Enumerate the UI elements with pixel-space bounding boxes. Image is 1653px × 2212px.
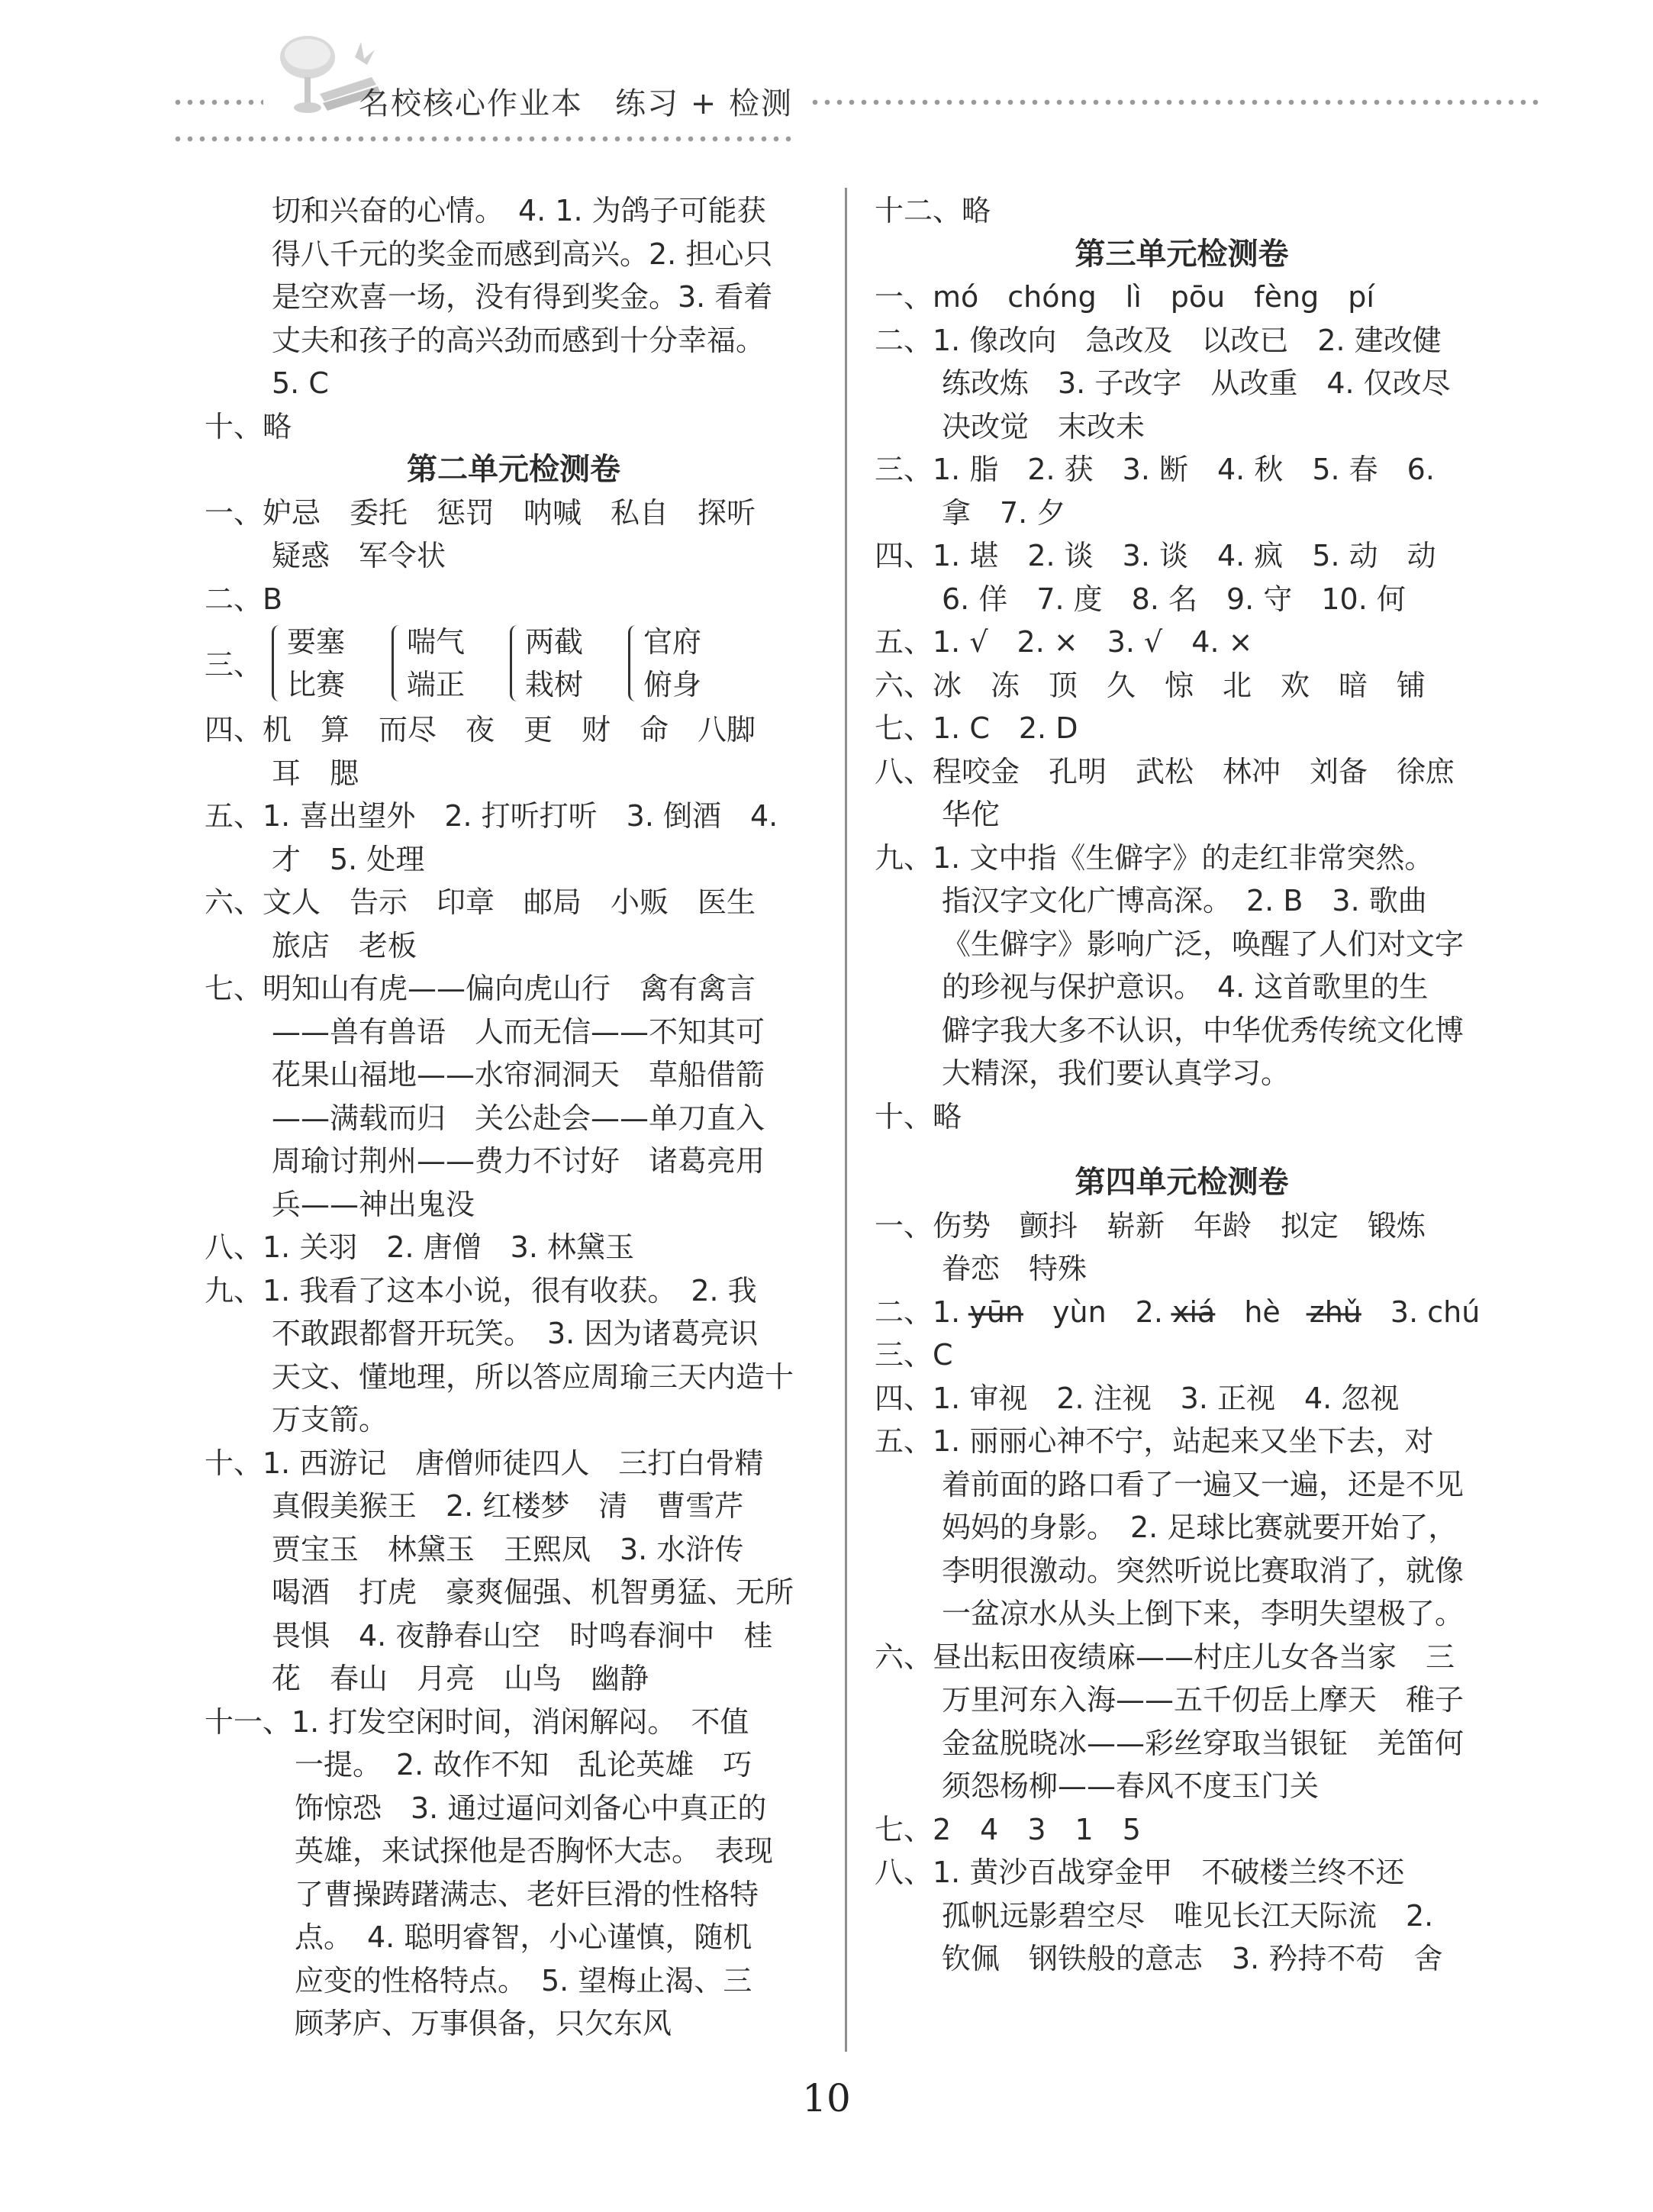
answer-line: 一提。 2. 故作不知 乱论英雄 巧 (295, 1748, 752, 1782)
answer-line: 的珍视与保护意识。 4. 这首歌里的生 (942, 970, 1429, 1004)
brace-icon (272, 625, 283, 701)
brace-icon (510, 625, 521, 701)
brace-item: 比赛 (287, 668, 346, 701)
answer-line: 一、伤势 颤抖 崭新 年龄 拟定 锻炼 (875, 1208, 1426, 1243)
answer-line: 五、1. 丽丽心神不宁，站起来又坐下去，对 (875, 1424, 1434, 1458)
answer-line: 八、1. 关羽 2. 唐僧 3. 林黛玉 (205, 1230, 635, 1264)
answer-line: 华佗 (942, 798, 1000, 831)
answer-line: 饰惊恐 3. 通过逼问刘备心中真正的 (295, 1791, 767, 1825)
answer-line: 周瑜讨荆州——费力不讨好 诸葛亮用 (272, 1144, 765, 1178)
answer-line: ——兽有兽语 人而无信——不知其可 (272, 1014, 765, 1049)
answer-line: 九、1. 我看了这本小说，很有收获。 2. 我 (205, 1273, 757, 1308)
answer-line: 七、明知山有虎——偏向虎山行 禽有禽言 (205, 972, 756, 1005)
answer-line: 六、昼出耘田夜绩麻——村庄儿女各当家 三 (875, 1640, 1455, 1674)
answer-line: 花果山福地——水帘洞洞天 草船借箭 (272, 1058, 765, 1091)
answer-line: 拿 7. 夕 (942, 495, 1066, 530)
answer-line: 疑惑 军令状 (272, 539, 446, 572)
right-column (875, 189, 1489, 1981)
answer-line: 七、1. C 2. D (875, 711, 1078, 745)
answer-line: 李明很激动。突然听说比赛取消了，就像 (942, 1553, 1464, 1588)
answer-line: 十、略 (205, 409, 292, 443)
answer-line: 花 春山 月亮 山鸟 幽静 (272, 1662, 649, 1695)
brace-item: 端正 (407, 668, 466, 701)
page-number: 10 (802, 2076, 851, 2120)
answer-line: 二、1. 像改向 急改及 以改已 2. 建改健 (875, 323, 1442, 357)
brace-item: 两截 (525, 625, 584, 659)
answer-line: 天文、懂地理，所以答应周瑜三天内造十 (272, 1359, 794, 1394)
answer-line: 三、1. 脂 2. 获 3. 断 4. 秋 5. 春 6. (875, 453, 1435, 486)
answer-line: 大精深，我们要认真学习。 (942, 1056, 1290, 1090)
answer-line: 六、冰 冻 顶 久 惊 北 欢 暗 铺 (875, 668, 1426, 702)
answer-line: 五、1. √ 2. × 3. √ 4. × (875, 625, 1253, 659)
answer-line: 十二、略 (875, 194, 991, 227)
answer-line: 着前面的路口看了一遍又一遍，还是不见 (942, 1467, 1464, 1501)
answer-line: 八、1. 黄沙百战穿金甲 不破楼兰终不还 (875, 1856, 1405, 1889)
answer-line: 真假美猴王 2. 红楼梦 清 曹雪芹 (272, 1489, 744, 1523)
answer-line: 妈妈的身影。 2. 足球比赛就要开始了， (942, 1511, 1458, 1544)
answer-line: 6. 佯 7. 度 8. 名 9. 守 10. 何 (942, 582, 1406, 616)
brace-item: 俯身 (643, 668, 702, 701)
q3-label: 三、 (205, 648, 263, 682)
answer-line: 得八千元的奖金而感到高兴。2. 担心只 (272, 237, 773, 271)
header-dotted-rule-right (809, 98, 1542, 107)
answer-line: 一、mó chóng lì pōu fèng pí (875, 280, 1374, 314)
answer-line: 兵——神出鬼没 (272, 1187, 475, 1221)
answer-line: 五、1. 喜出望外 2. 打听打听 3. 倒酒 4. (205, 799, 778, 833)
answer-line: 英雄，来试探他是否胸怀大志。 表现 (295, 1834, 774, 1868)
answer-line: 喝酒 打虎 豪爽倔强、机智勇猛、无所 (272, 1575, 794, 1609)
answer-line: 畏惧 4. 夜静春山空 时鸣春涧中 桂 (272, 1618, 773, 1653)
answer-line: 万里河东入海——五千仞岳上摩天 稚子 (942, 1683, 1464, 1717)
answer-line: 孤帆远影碧空尽 唯见长江天际流 2. (942, 1898, 1434, 1933)
answer-line: 了曹操踌躇满志、老奸巨滑的性格特 (295, 1877, 759, 1911)
answer-line: 三、C (875, 1338, 953, 1372)
answer-line: ——满载而归 关公赴会——单刀直入 (272, 1101, 765, 1135)
answer-line: 才 5. 处理 (272, 842, 425, 876)
answer-line: 九、1. 文中指《生僻字》的走红非常突然。 (875, 840, 1434, 875)
answer-line: 十、1. 西游记 唐僧师徒四人 三打白骨精 (205, 1446, 764, 1480)
page-header (0, 0, 1653, 160)
answer-line: 耳 腮 (272, 756, 359, 790)
answer-line: 一盆凉水从头上倒下来，李明失望极了。 (942, 1597, 1464, 1630)
answer-line: 金盆脱晓冰——彩丝穿取当银钲 羌笛何 (942, 1726, 1464, 1760)
brace-icon (392, 625, 403, 701)
column-divider (845, 188, 847, 2052)
answer-line: 须怨杨柳——春风不度玉门关 (942, 1769, 1320, 1803)
answer-line: 钦佩 钢铁般的意志 3. 矜持不苟 舍 (942, 1942, 1443, 1975)
answer-line: 不敢跟都督开玩笑。 3. 因为诸葛亮识 (272, 1317, 759, 1350)
answer-line: 切和兴奋的心情。 4. 1. 为鸽子可能获 (272, 194, 766, 227)
answer-line: 万支箭。 (272, 1403, 388, 1437)
q3-brace-group (205, 621, 823, 708)
answer-line: 二、B (205, 582, 283, 616)
answer-line: 指汉字文化广博高深。 2. B 3. 歌曲 (942, 884, 1427, 917)
brace-item: 要塞 (287, 625, 346, 659)
brace-item: 官府 (643, 625, 702, 659)
header-dotted-rule-lower (172, 134, 798, 143)
unit3-title: 第三单元检测卷 (1075, 236, 1289, 272)
answer-line: 点。 4. 聪明睿智，小心谨慎，随机 (295, 1920, 752, 1954)
answer-line: 旅店 老板 (272, 928, 417, 963)
brace-item: 栽树 (525, 668, 584, 701)
answer-line: 十一、1. 打发空闲时间，消闲解闷。 不值 (205, 1704, 749, 1739)
answer-line: 二、1. y̶ū̶n̶ yùn 2. x̶i̶á̶ hè z̶h̶ǔ̶ 3. chú (875, 1295, 1481, 1329)
header-title: 名校核心作业本 练习 + 检测 (359, 86, 793, 121)
unit4-title: 第四单元检测卷 (1075, 1165, 1289, 1200)
answer-line: 四、1. 堪 2. 谈 3. 谈 4. 疯 5. 动 动 (875, 539, 1436, 572)
answer-line: 十、略 (875, 1099, 962, 1133)
answer-line: 应变的性格特点。 5. 望梅止渴、三 (295, 1963, 752, 1998)
answer-line: 眷恋 特殊 (942, 1252, 1088, 1285)
answer-line: 丈夫和孩子的高兴劲而感到十分幸福。 (272, 323, 765, 357)
answer-line: 顾茅庐、万事俱备，只欠东风 (295, 2007, 672, 2040)
answer-line: 六、文人 告示 印章 邮局 小贩 医生 (205, 885, 756, 919)
unit2-title: 第二单元检测卷 (407, 452, 620, 487)
left-column (205, 189, 823, 2046)
answer-line: 贾宝玉 林黛玉 王熙凤 3. 水浒传 (272, 1532, 744, 1566)
answer-line: 四、1. 审视 2. 注视 3. 正视 4. 忽视 (875, 1381, 1400, 1415)
header-dotted-rule-left (172, 98, 263, 107)
brace-item: 喘气 (407, 625, 466, 659)
answer-line: 《生僻字》影响广泛，唤醒了人们对文字 (942, 927, 1464, 961)
answer-line: 一、妒忌 委托 惩罚 呐喊 私自 探听 (205, 495, 756, 530)
answer-line: 决改觉 末改未 (942, 409, 1146, 443)
answer-line: 僻字我大多不认识，中华优秀传统文化博 (942, 1013, 1464, 1047)
answer-line: 八、程咬金 孔明 武松 林冲 刘备 徐庶 (875, 754, 1455, 788)
answer-line: 七、2 4 3 1 5 (875, 1812, 1141, 1846)
answer-line: 四、机 算 而尽 夜 更 财 命 八脚 (205, 713, 756, 746)
brace-icon (628, 625, 640, 701)
answer-line: 5. C (272, 366, 329, 400)
answer-line: 是空欢喜一场，没有得到奖金。3. 看着 (272, 280, 773, 314)
answer-line: 练改炼 3. 子改字 从改重 4. 仅改尽 (942, 366, 1451, 400)
